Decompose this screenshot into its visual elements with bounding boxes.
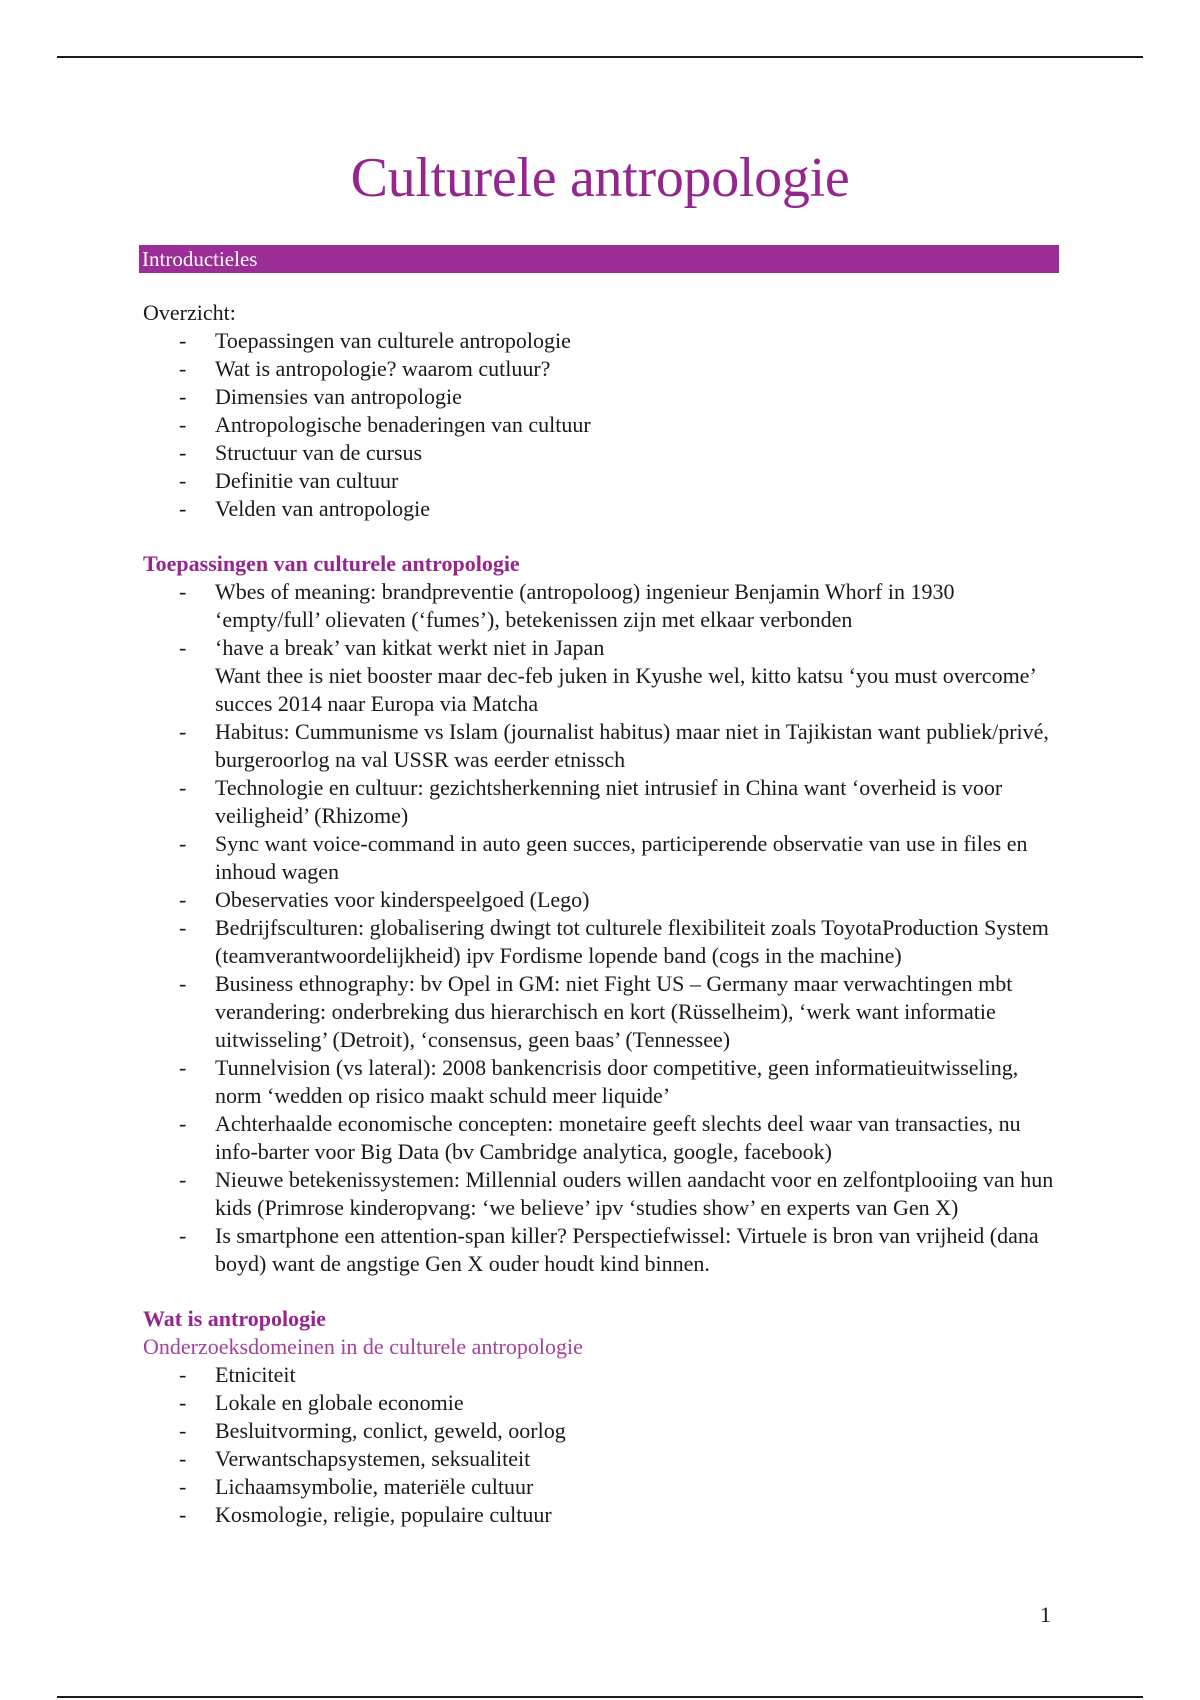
subsection-heading: Onderzoeksdomeinen in de culturele antropologie bbox=[143, 1334, 583, 1359]
list-item: - Velden van antropologie bbox=[143, 495, 1063, 523]
list-item: - Business ethnography: bv Opel in GM: niet Fight US – Germany maar verwachtingen mbt verandering: onderbreking dus hierarchisch en kort (Rüsselheim), ‘werk want informatie uitwisseling’ (Detroit), ‘consensus, geen baas’ (Tennessee) bbox=[143, 970, 1063, 1054]
list-item: - Lichaamsymbolie, materiële cultuur bbox=[143, 1473, 1063, 1501]
list-item: - Toepassingen van culturele antropologie bbox=[143, 327, 1063, 355]
list-item: - Besluitvorming, conlict, geweld, oorlog bbox=[143, 1417, 1063, 1445]
list-item: - Wbes of meaning: brandpreventie (antropoloog) ingenieur Benjamin Whorf in 1930 ‘empty/full’ olievaten (‘fumes’), betekenissen zijn met elkaar verbonden bbox=[143, 578, 1063, 634]
list-item: - Dimensies van antropologie bbox=[143, 383, 1063, 411]
list-item: - Tunnelvision (vs lateral): 2008 bankencrisis door competitive, geen informatieuitwisseling, norm ‘wedden op risico maakt schuld meer liquide’ bbox=[143, 1054, 1063, 1110]
list-item: - Bedrijfsculturen: globalisering dwingt tot culturele flexibiliteit zoals ToyotaProduction System (teamverantwoordelijkheid) ipv Fordisme lopende band (cogs in the machine) bbox=[143, 914, 1063, 970]
onderzoeksdomeinen-list bbox=[143, 1361, 1063, 1529]
list-item-continuation: Want thee is niet booster maar dec-feb juken in Kyushe wel, kitto katsu ‘you must overcome’ succes 2014 naar Europa via Matcha bbox=[215, 663, 1036, 716]
list-item: - Etniciteit bbox=[143, 1361, 1063, 1389]
list-item: - Sync want voice-command in auto geen succes, participerende observatie van use in files en inhoud wagen bbox=[143, 830, 1063, 886]
list-item: - Nieuwe betekenissystemen: Millennial ouders willen aandacht voor en zelfontplooiing van hun kids (Primrose kinderopvang: ‘we believe’ ipv ‘studies show’ en experts van Gen X) bbox=[143, 1166, 1063, 1222]
list-item: - Structuur van de cursus bbox=[143, 439, 1063, 467]
list-item: - Definitie van cultuur bbox=[143, 467, 1063, 495]
list-item: - Antropologische benaderingen van cultuur bbox=[143, 411, 1063, 439]
list-item-text: ‘have a break’ van kitkat werkt niet in Japan bbox=[215, 635, 605, 660]
list-item: - Wat is antropologie? waarom cutluur? bbox=[143, 355, 1063, 383]
list-item bbox=[143, 634, 1063, 718]
list-item: - Obeservaties voor kinderspeelgoed (Lego) bbox=[143, 886, 1063, 914]
section-banner: Introductieles bbox=[139, 245, 1059, 273]
overview-label: Overzicht: bbox=[143, 300, 236, 325]
section-heading-wat-is: Wat is antropologie bbox=[143, 1306, 326, 1331]
list-item: - Is smartphone een attention-span killer? Perspectiefwissel: Virtuele is bron van vrijheid (dana boyd) want de angstige Gen X ouder houdt kind binnen. bbox=[143, 1222, 1063, 1278]
footer-rule bbox=[57, 1696, 1143, 1698]
list-item: - Technologie en cultuur: gezichtsherkenning niet intrusief in China want ‘overheid is voor veiligheid’ (Rhizome) bbox=[143, 774, 1063, 830]
overview-list bbox=[143, 327, 1063, 523]
list-item: - Habitus: Cummunisme vs Islam (journalist habitus) maar niet in Tajikistan want publiek/privé, burgeroorlog na val USSR was eerder etnissch bbox=[143, 718, 1063, 774]
list-item: - Kosmologie, religie, populaire cultuur bbox=[143, 1501, 1063, 1529]
list-item: - Verwantschapsystemen, seksualiteit bbox=[143, 1445, 1063, 1473]
header-rule bbox=[57, 56, 1143, 58]
list-item: - Lokale en globale economie bbox=[143, 1389, 1063, 1417]
toepassingen-list bbox=[143, 578, 1063, 1278]
section-heading-toepassingen: Toepassingen van culturele antropologie bbox=[143, 551, 520, 576]
page-number: 1 bbox=[1040, 1602, 1051, 1627]
document-title: Culturele antropologie bbox=[350, 147, 850, 209]
list-item: - Achterhaalde economische concepten: monetaire geeft slechts deel waar van transacties, nu info-barter voor Big Data (bv Cambridge analytica, google, facebook) bbox=[143, 1110, 1063, 1166]
document-body bbox=[143, 299, 1063, 1529]
